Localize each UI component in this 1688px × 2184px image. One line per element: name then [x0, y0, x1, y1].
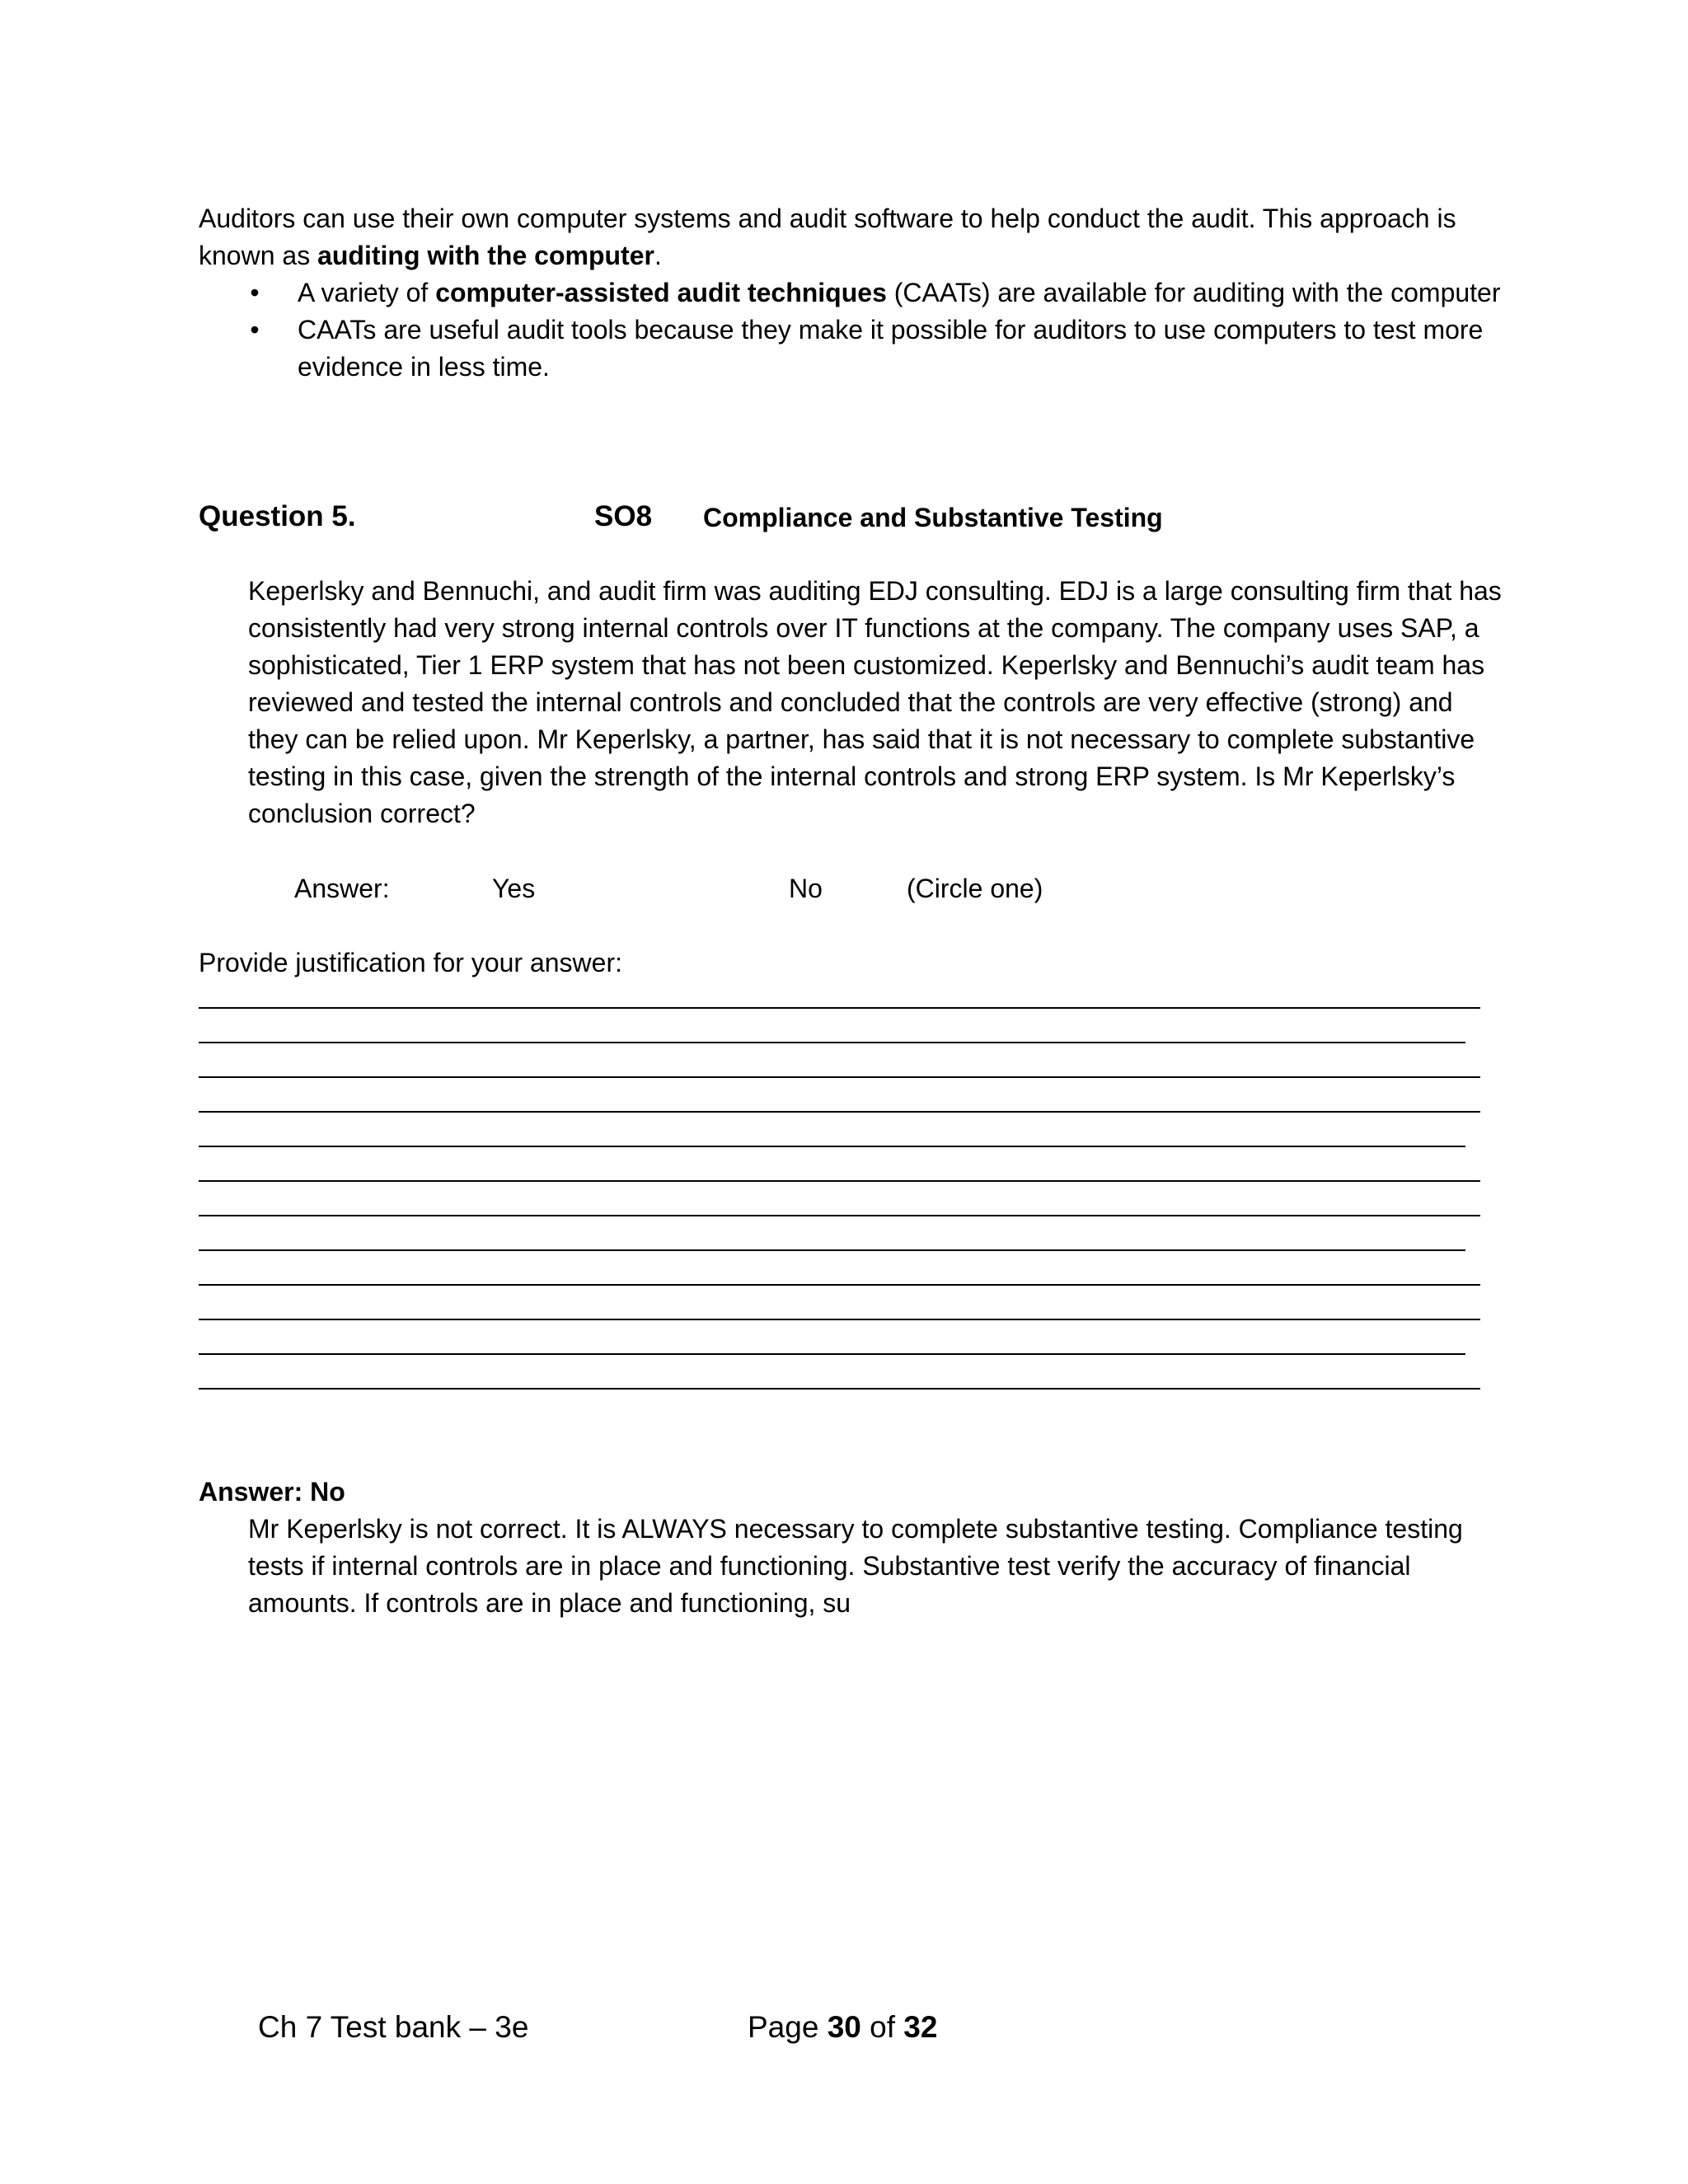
writing-line[interactable] — [199, 1284, 1480, 1286]
answer-body: Mr Keperlsky is not correct. It is ALWAYS necessary to complete substantive testing. Compliance testing tests if internal controls are in place and functioning. Substantive test verify the accuracy of financial amounts. If controls are in place and functioning, su — [248, 1514, 1463, 1618]
question-number: Question 5. — [199, 500, 356, 532]
question-so-code: SO8 — [594, 500, 653, 532]
writing-line[interactable] — [199, 1388, 1480, 1390]
page-current: 30 — [827, 2010, 861, 2044]
intro-paragraph — [199, 200, 1501, 274]
footer-page-number — [748, 2007, 937, 2048]
bullet-bold-term: computer-assisted audit techniques — [435, 278, 887, 307]
answer-option-yes[interactable]: Yes — [492, 874, 536, 903]
answer-heading: Answer: No — [199, 1477, 345, 1507]
bullet-text-post: (CAATs) are available for auditing with the computer — [886, 278, 1501, 307]
footer-doc-title: Ch 7 Test bank – 3e — [258, 2010, 529, 2044]
bullet-icon: • — [250, 278, 260, 307]
answer-option-no[interactable]: No — [789, 874, 823, 903]
question-topic: Compliance and Substantive Testing — [703, 503, 1163, 532]
intro-text-2: . — [654, 241, 662, 270]
bullet-item — [199, 274, 1501, 312]
bullet-item — [199, 312, 1501, 386]
page-label: Page — [748, 2010, 828, 2044]
writing-line[interactable] — [199, 1042, 1465, 1043]
answer-label: Answer: — [294, 874, 390, 903]
caat-bullet-list — [199, 274, 1501, 386]
intro-text-1: Auditors can use their own computer systems and audit software to help conduct the audit. This approach is known as — [199, 204, 1456, 270]
page-total: 32 — [903, 2010, 938, 2044]
bullet-text-pre: A variety of — [298, 278, 436, 307]
justification-prompt: Provide justification for your answer: — [199, 948, 622, 977]
writing-line[interactable] — [199, 1180, 1480, 1182]
writing-line[interactable] — [199, 1076, 1480, 1078]
intro-bold-term: auditing with the computer — [317, 241, 654, 270]
writing-line[interactable] — [199, 1215, 1480, 1216]
writing-line[interactable] — [199, 1319, 1480, 1320]
bullet-icon: • — [250, 315, 260, 344]
writing-line[interactable] — [199, 1249, 1465, 1251]
writing-line[interactable] — [199, 1146, 1465, 1147]
bullet-text-pre: CAATs are useful audit tools because they make it possible for auditors to use computers to test more evidence in less time. — [298, 315, 1484, 382]
writing-line[interactable] — [199, 1007, 1480, 1009]
page-of: of — [860, 2010, 904, 2044]
question-scenario: Keperlsky and Bennuchi, and audit firm was auditing EDJ consulting. EDJ is a large consulting firm that has consistently had very strong internal controls over IT functions at the company. The company uses SAP, a sophisticated, Tier 1 ERP system that has not been customized. Keperlsky and Bennuchi’s audit team has reviewed and tested the internal controls and concluded that the controls are very effective (strong) and they can be relied upon. Mr Keperlsky, a partner, has said that it is not necessary to complete substantive testing in this case, given the strength of the internal controls and strong ERP system. Is Mr Keperlsky’s conclusion correct? — [248, 576, 1502, 828]
writing-line[interactable] — [199, 1353, 1465, 1355]
writing-line[interactable] — [199, 1111, 1480, 1113]
circle-hint: (Circle one) — [907, 874, 1043, 903]
